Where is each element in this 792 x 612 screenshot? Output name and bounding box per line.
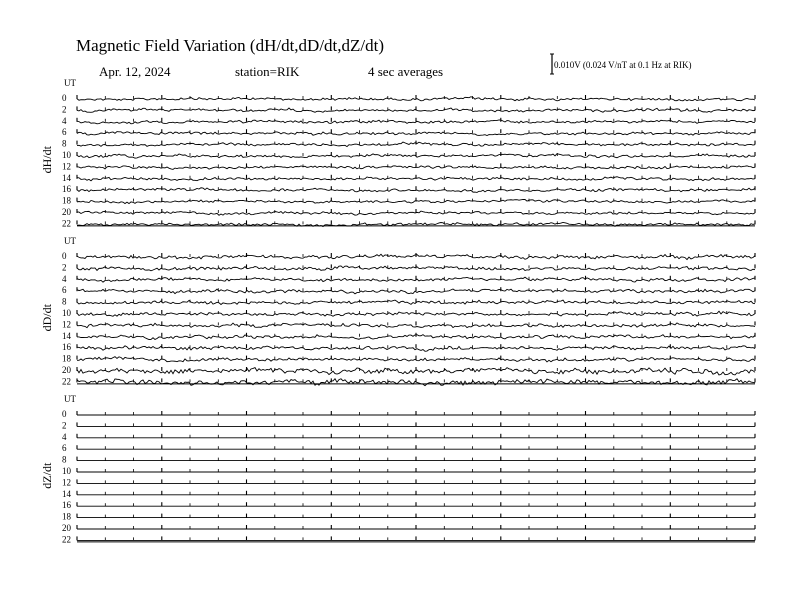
hour-label: 16 <box>62 500 71 511</box>
hour-label: 14 <box>62 488 71 499</box>
ut-label: UT <box>64 78 76 88</box>
hour-label: 8 <box>62 138 67 149</box>
hour-label: 14 <box>62 330 71 341</box>
hour-label: 6 <box>62 285 67 296</box>
hour-label: 16 <box>62 342 71 353</box>
hour-label: 8 <box>62 296 67 307</box>
hour-label: 10 <box>62 308 71 318</box>
panel-ylabel: dZ/dt <box>40 462 54 489</box>
hour-label: 2 <box>62 104 67 115</box>
hour-label: 20 <box>62 207 71 217</box>
hour-label: 22 <box>62 218 71 229</box>
hour-label: 16 <box>62 184 71 195</box>
hour-label: 20 <box>62 365 71 375</box>
hour-label: 12 <box>62 477 71 488</box>
hour-label: 22 <box>62 534 71 545</box>
hour-label: 22 <box>62 376 71 387</box>
ut-label: UT <box>64 236 76 246</box>
hour-label: 4 <box>62 115 67 126</box>
chart-title: Magnetic Field Variation (dH/dt,dD/dt,dZ/dt) <box>76 36 385 55</box>
hour-label: 8 <box>62 454 67 465</box>
hour-label: 2 <box>62 262 67 273</box>
averaging-label: 4 sec averages <box>368 64 444 79</box>
panel-ylabel: dD/dt <box>40 304 54 332</box>
hour-label: 10 <box>62 466 71 476</box>
hour-label: 4 <box>62 431 67 442</box>
hour-label: 12 <box>62 161 71 172</box>
hour-label: 10 <box>62 150 71 160</box>
hour-label: 18 <box>62 511 71 522</box>
hour-label: 4 <box>62 273 67 284</box>
hour-label: 0 <box>62 409 67 419</box>
hour-label: 14 <box>62 172 71 183</box>
scale-label: 0.010V (0.024 V/nT at 0.1 Hz at RIK) <box>554 60 692 70</box>
hour-label: 0 <box>62 93 67 103</box>
hour-label: 20 <box>62 523 71 533</box>
hour-label: 2 <box>62 420 67 431</box>
hour-label: 0 <box>62 251 67 261</box>
ut-label: UT <box>64 394 76 404</box>
hour-label: 18 <box>62 195 71 206</box>
date-label: Apr. 12, 2024 <box>99 64 171 79</box>
hour-label: 12 <box>62 319 71 330</box>
hour-label: 18 <box>62 353 71 364</box>
hour-label: 6 <box>62 127 67 138</box>
station-label: station=RIK <box>235 64 300 79</box>
panel-ylabel: dH/dt <box>40 146 54 174</box>
hour-label: 6 <box>62 443 67 454</box>
